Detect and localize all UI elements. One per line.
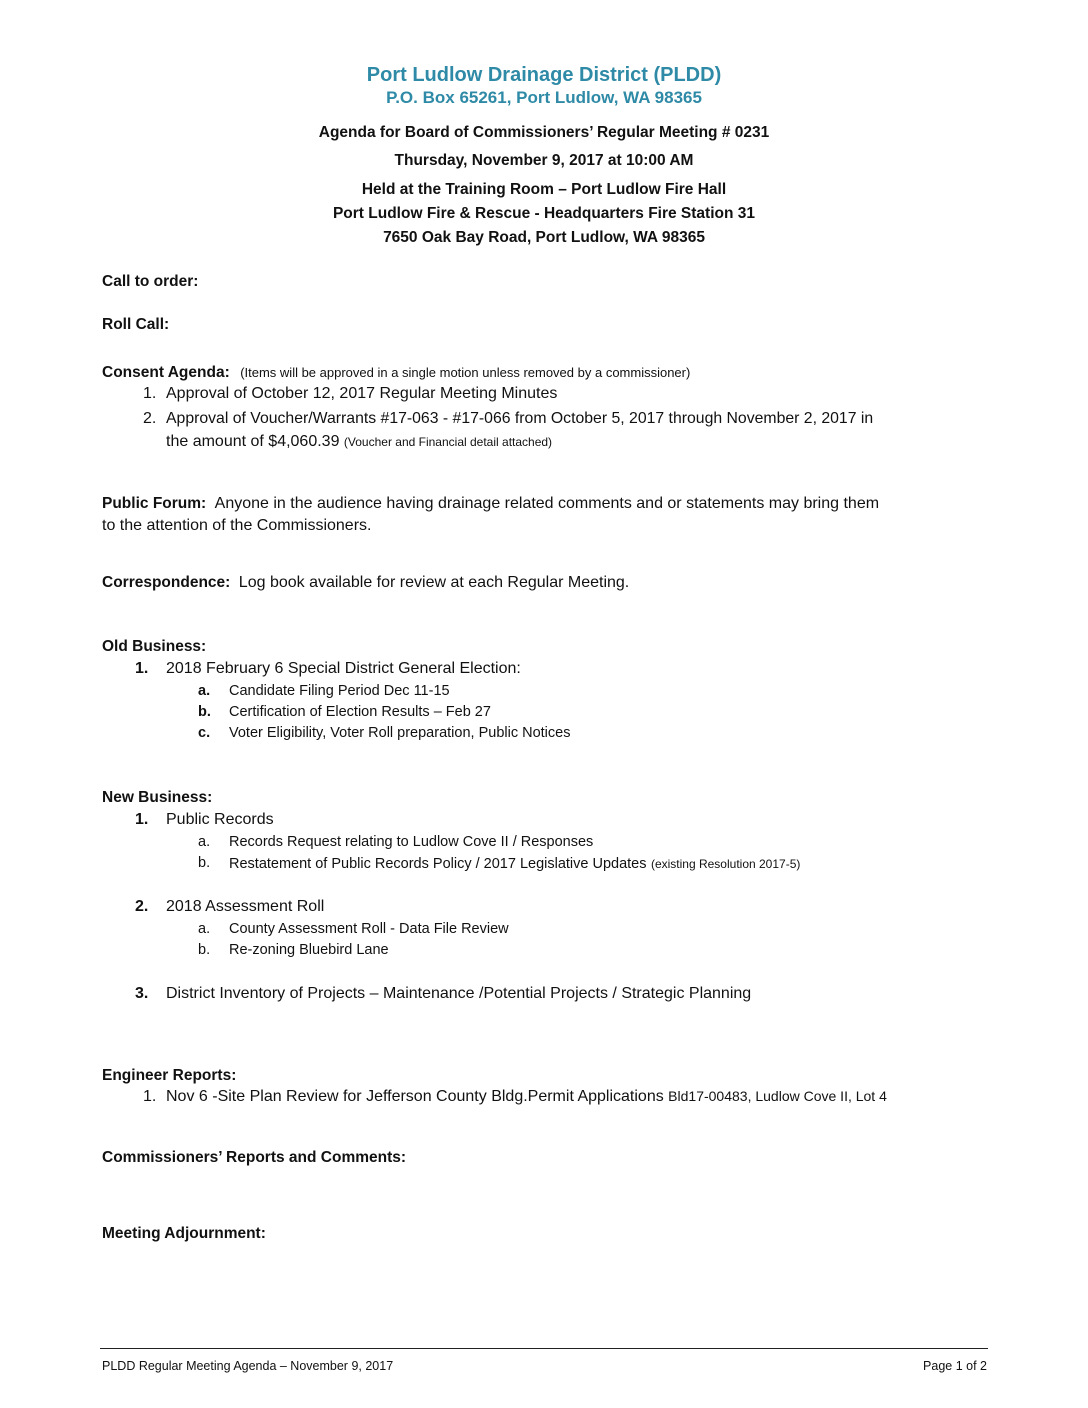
- new-business-item-number: 3.: [135, 985, 149, 1002]
- consent-item-continued: [166, 433, 552, 451]
- commissioners-reports-heading: Commissioners’ Reports and Comments:: [102, 1149, 407, 1166]
- consent-item-number: 2.: [143, 410, 157, 427]
- location-line-2: Port Ludlow Fire & Rescue - Headquarters Fire Station 31: [332, 205, 756, 222]
- old-business-item: 2018 February 6 Special District General Election:: [166, 660, 521, 677]
- new-business-subitem-text: Restatement of Public Records Policy / 2017 Legislative Updates: [229, 856, 647, 872]
- new-business-subitem: County Assessment Roll - Data File Review: [229, 921, 509, 937]
- old-business-subitem: Certification of Election Results – Feb 27: [229, 704, 491, 720]
- new-business-item: District Inventory of Projects – Maintenance /Potential Projects / Strategic Planning: [166, 985, 752, 1002]
- new-business-item-number: 1.: [135, 811, 149, 828]
- engineer-report-note: Bld17-00483, Ludlow Cove II, Lot 4: [668, 1088, 887, 1104]
- new-business-subitem: [229, 855, 800, 873]
- old-business-subitem: Candidate Filing Period Dec 11-15: [229, 683, 450, 699]
- roll-call-heading: Roll Call:: [102, 316, 170, 333]
- correspondence: [102, 574, 629, 592]
- new-business-subitem: Records Request relating to Ludlow Cove II / Responses: [229, 834, 594, 850]
- public-forum: [102, 495, 879, 513]
- new-business-heading: New Business:: [102, 789, 213, 806]
- new-business-item-number: 2.: [135, 898, 149, 915]
- new-business-item: 2018 Assessment Roll: [166, 898, 325, 915]
- new-business-subitem: Re-zoning Bluebird Lane: [229, 942, 389, 958]
- consent-amount: the amount of $4,060.39: [166, 433, 340, 450]
- consent-item: Approval of October 12, 2017 Regular Meeting Minutes: [166, 385, 558, 402]
- org-address: P.O. Box 65261, Port Ludlow, WA 98365: [386, 88, 702, 107]
- old-business-subitem-letter: c.: [198, 725, 211, 741]
- new-business-subitem-note: (existing Resolution 2017-5): [650, 857, 801, 871]
- location-line-3: 7650 Oak Bay Road, Port Ludlow, WA 98365: [383, 229, 705, 246]
- footer-title: PLDD Regular Meeting Agenda – November 9, 2017: [102, 1359, 394, 1373]
- call-to-order-heading: Call to order:: [102, 273, 199, 290]
- public-forum-text: Anyone in the audience having drainage related comments and or statements may bring them: [214, 495, 880, 512]
- org-name: Port Ludlow Drainage District (PLDD): [366, 64, 722, 86]
- engineer-report-number: 1.: [143, 1088, 157, 1105]
- public-forum-heading: Public Forum:: [102, 495, 207, 512]
- old-business-subitem-letter: a.: [198, 683, 211, 699]
- consent-item-number: 1.: [143, 385, 157, 402]
- engineer-reports-heading: Engineer Reports:: [102, 1067, 237, 1084]
- location-line-1: Held at the Training Room – Port Ludlow Fire Hall: [361, 181, 727, 198]
- agenda-title: Agenda for Board of Commissioners’ Regular Meeting # 0231: [318, 124, 770, 141]
- consent-agenda-heading: Consent Agenda:: [102, 364, 230, 381]
- old-business-heading: Old Business:: [102, 638, 207, 655]
- new-business-subitem-letter: a.: [198, 921, 211, 937]
- new-business-subitem-letter: b.: [198, 942, 211, 958]
- page-number: Page 1 of 2: [923, 1359, 987, 1373]
- consent-item: Approval of Voucher/Warrants #17-063 - #17-066 from October 5, 2017 through November 2, 2017 in: [166, 410, 874, 427]
- correspondence-text: Log book available for review at each Regular Meeting.: [238, 574, 630, 591]
- public-forum-text-continued: to the attention of the Commissioners.: [102, 517, 372, 534]
- consent-agenda: [102, 364, 690, 382]
- engineer-report-text: Nov 6 -Site Plan Review for Jefferson County Bldg.Permit Applications: [166, 1088, 664, 1105]
- meeting-adjournment-heading: Meeting Adjournment:: [102, 1225, 266, 1242]
- consent-agenda-note: (Items will be approved in a single motion unless removed by a commissioner): [240, 365, 691, 380]
- correspondence-heading: Correspondence:: [102, 574, 231, 591]
- old-business-subitem-letter: b.: [198, 704, 211, 720]
- engineer-report-item: [166, 1088, 887, 1106]
- new-business-subitem-letter: a.: [198, 834, 211, 850]
- new-business-item: Public Records: [166, 811, 274, 828]
- footer-divider: [100, 1348, 988, 1349]
- meeting-date-time: Thursday, November 9, 2017 at 10:00 AM: [394, 152, 694, 169]
- old-business-subitem: Voter Eligibility, Voter Roll preparation, Public Notices: [229, 725, 571, 741]
- old-business-item-number: 1.: [135, 660, 149, 677]
- consent-amount-note: (Voucher and Financial detail attached): [343, 435, 553, 449]
- new-business-subitem-letter: b.: [198, 855, 211, 871]
